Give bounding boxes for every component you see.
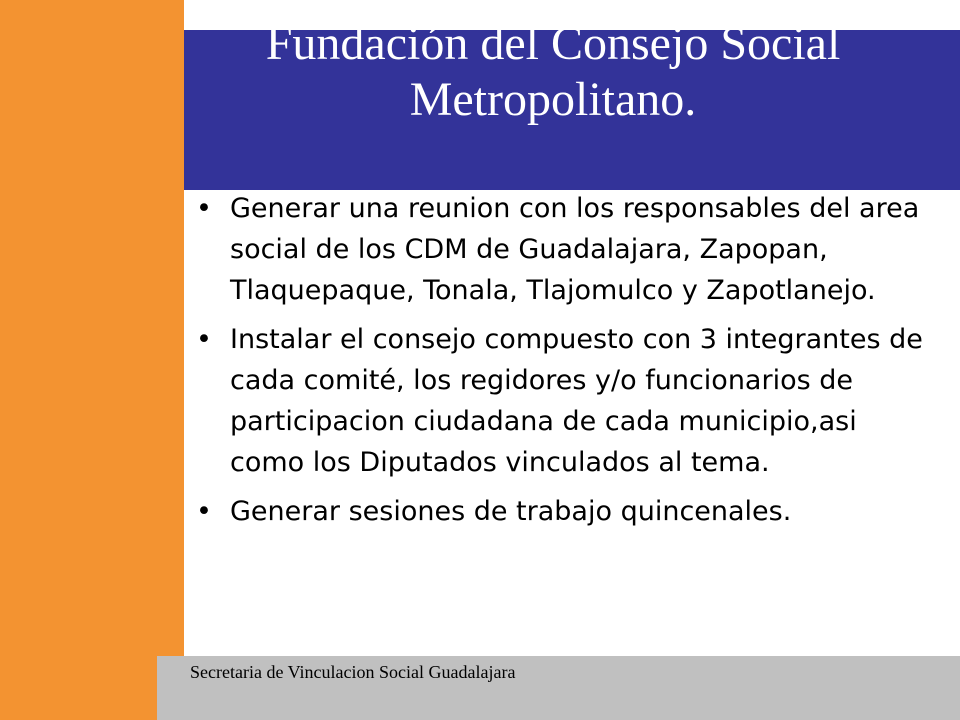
left-accent-bar (0, 0, 184, 720)
bullet-text: Instalar el consejo compuesto con 3 integrantes de cada comité, los regidores y/o funcionarios de participacion ciudadana de cada municipio,asi como los Diputados vinculados al tema. (230, 324, 923, 478)
bullet-dot-icon: • (196, 496, 212, 527)
bullet-item (190, 319, 930, 483)
bullet-item (190, 491, 930, 532)
bullet-item (190, 188, 930, 311)
footer-text: Secretaria de Vinculacion Social Guadalajara (190, 662, 516, 682)
bullet-text: Generar una reunion con los responsables del area social de los CDM de Guadalajara, Zapopan, Tlaquepaque, Tonala, Tlajomulco y Zapotlanejo. (230, 193, 920, 306)
bullet-list (190, 188, 930, 540)
bullet-dot-icon: • (196, 324, 212, 355)
slide-title: Fundación del Consejo Social Metropolitano. (265, 17, 841, 126)
bullet-text: Generar sesiones de trabajo quincenales. (230, 496, 792, 527)
bullet-dot-icon: • (196, 193, 212, 224)
